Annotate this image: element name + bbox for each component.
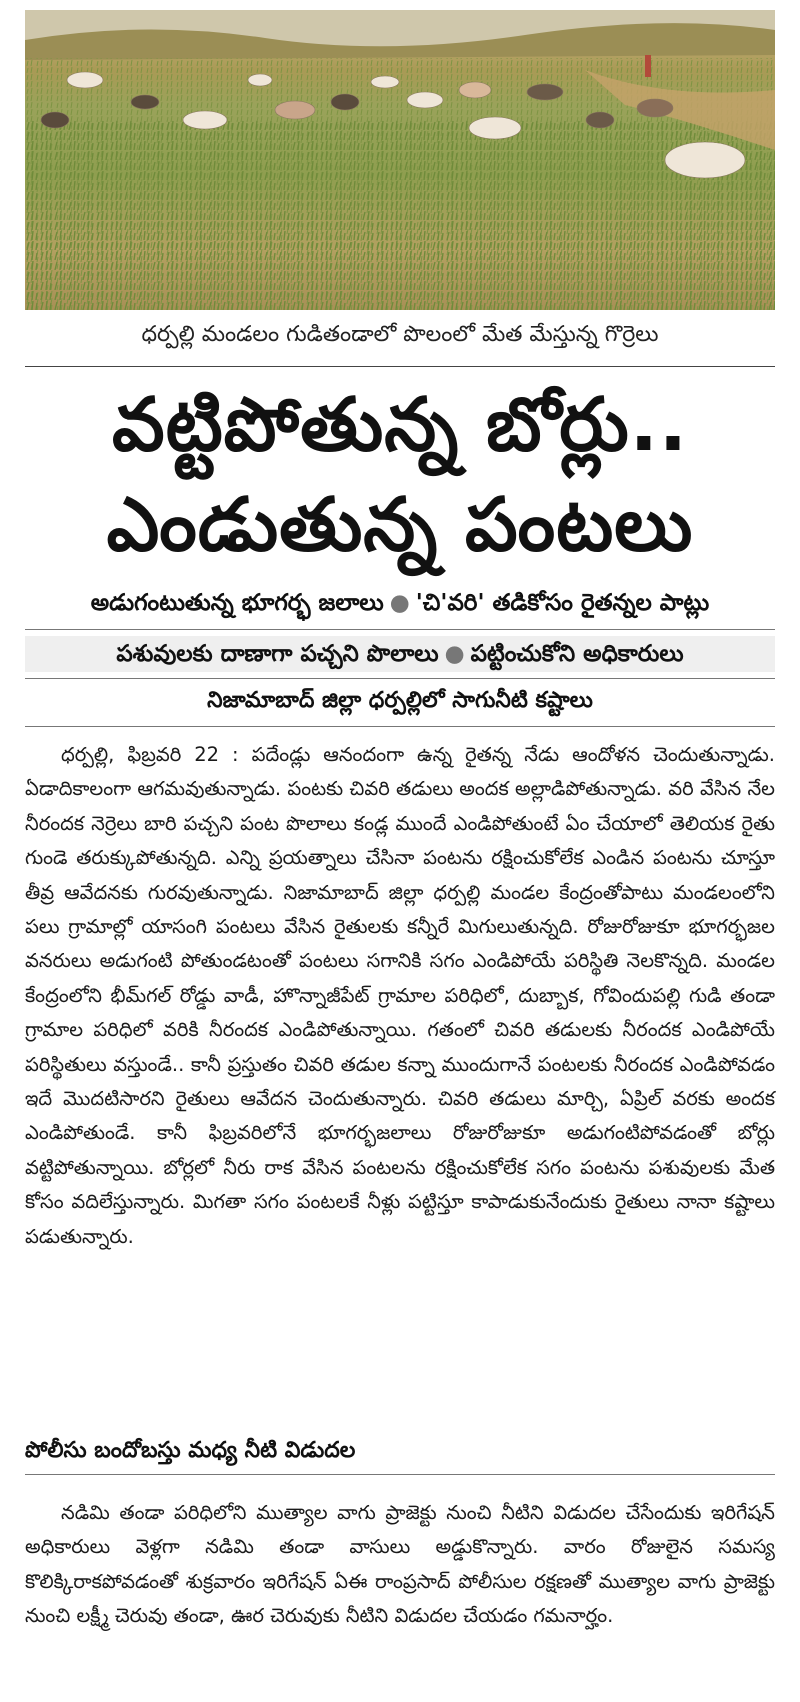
deck-2-right: పట్టించుకోని అధికారులు — [470, 641, 684, 667]
caption-divider — [25, 366, 775, 367]
deck-2-left: పశువులకు దాణాగా పచ్చని పొలాలు — [116, 641, 439, 667]
article-subheading: పోలీసు బందోబస్తు మధ్య నీటి విడుదల — [25, 1438, 356, 1463]
deck-divider-1 — [25, 629, 775, 630]
photo-caption: ధర్పల్లి మండలం గుడితండాలో పొలంలో మేత మేస్తున్న గొర్రెలు — [141, 322, 659, 347]
bullet-icon: ● — [444, 641, 465, 667]
article-paragraph-2: నడిమి తండా పరిధిలోని ముత్యాల వాగు ప్రాజెక్టు నుంచి నీటిని విడుదల చేసేందుకు ఇరిగేషన్ అధికారులు వెళ్లగా నడిమి తండా వాసులు అడ్డుకొన్నారు. వారం రోజులైన సమస్య కొలిక్కిరాకపోవడంతో శుక్రవారం ఇరిగేషన్ ఏఈ రాంప్రసాద్ పోలీసుల రక్షణతో ముత్యాల వాగు ప్రాజెక్టు నుంచి లక్ష్మీ చెరువు తండా, ఊర చెరువుకు నీటిని విడుదల చేయడం గమనార్హం. — [25, 1501, 775, 1628]
deck-1-right: 'చి'వరి' తడికోసం రైతన్నల పాట్లు — [415, 590, 710, 616]
headline-line-2: ఎండుతున్న పంటలు — [106, 482, 694, 568]
article-paragraph-1: ధర్పల్లి, ఫిబ్రవరి 22 : పదేండ్లు ఆనందంగా ఉన్న రైతన్న నేడు ఆందోళన చెందుతున్నాడు. ఏడాదికాలంగా ఆగమవుతున్నాడు. పంటకు చివరి తడులు అందక అల్లాడిపోతున్నాడు. వరి వేసిన నేల నీరందక నెర్రెలు బారి పచ్చని పంట పొలాలు కండ్ల ముందే ఎండిపోతుంటే ఏం చేయాలో తెలియక రైతు గుండె తరుక్కుపోతున్నది. ఎన్ని ప్రయత్నాలు చేసినా పంటను రక్షించుకోలేక ఎండిన పంటను చూస్తూ తీవ్ర ఆవేదనకు గురవుతున్నాడు. నిజామాబాద్ జిల్లా ధర్పల్లి మండల కేంద్రంతోపాటు మండలంలోని పలు గ్రామాల్లో యాసంగి పంటలు వేసిన రైతులకు కన్నీరే మిగులుతున్నది. రోజురోజుకూ భూగర్భజల వనరులు అడుగంటి పోతుండటంతో పంటలు సగానికి సగం ఎండిపోయే పరిస్థితి నెలకొన్నది. మండల కేంద్రంలోని భీమ్‌గల్ రోడ్డు వాడీ, హొన్నాజీపేట్ గ్రామాల పరిధిలో, దుబ్బాక, గోవిందుపల్లి గుడి తండా గ్రామాల పరిధిలో వరికి నీరందక ఎండిపోతున్నాయి. గతంలో చివరి తడులకు నీరందక ఎండిపోయే పరిస్థితులు వస్తుండే.. కానీ ప్రస్తుతం చివరి తడుల కన్నా ముందుగానే పంటలకు నీరందక ఎండిపోవడం ఇదే మొదటిసారని రైతులు ఆవేదన చెందుతున్నారు. చివరి తడులు మార్చి, ఏప్రిల్ వరకు అందక ఎండిపోతుండే. కానీ ఫిబ్రవరిలోనే భూగర్భజలాలు రోజురోజుకూ అడుగంటిపోవడంతో బోర్లు వట్టిపోతున్నాయి. బోర్లలో నీరు రాక వేసిన పంటలను రక్షించుకోలేక సగం పంటను పశువులకు మేత కోసం వదిలేస్తున్నారు. మిగతా సగం పంటలకే నీళ్లు పట్టిస్తూ కాపాడుకునేందుకు రైతులు నానా కష్టాలు పడుతున్నారు. — [25, 743, 775, 1248]
field-cattle-illustration — [25, 10, 775, 310]
headline-line-1: వట్టిపోతున్న బోర్లు.. — [112, 382, 688, 468]
article-body-2 — [25, 1496, 775, 1634]
bullet-icon: ● — [389, 590, 410, 616]
subheading-divider — [25, 1474, 775, 1475]
article-body — [25, 738, 775, 1254]
deck-divider-2 — [25, 678, 775, 679]
location-divider — [25, 726, 775, 727]
location-line: నిజామాబాద్ జిల్లా ధర్పల్లిలో సాగునీటి కష్టాలు — [207, 688, 593, 713]
deck-1-left: అడుగంటుతున్న భూగర్భ జలాలు — [90, 590, 384, 616]
news-photo — [25, 10, 775, 310]
deck-line-2 — [25, 636, 775, 672]
deck-line-1 — [25, 590, 775, 622]
